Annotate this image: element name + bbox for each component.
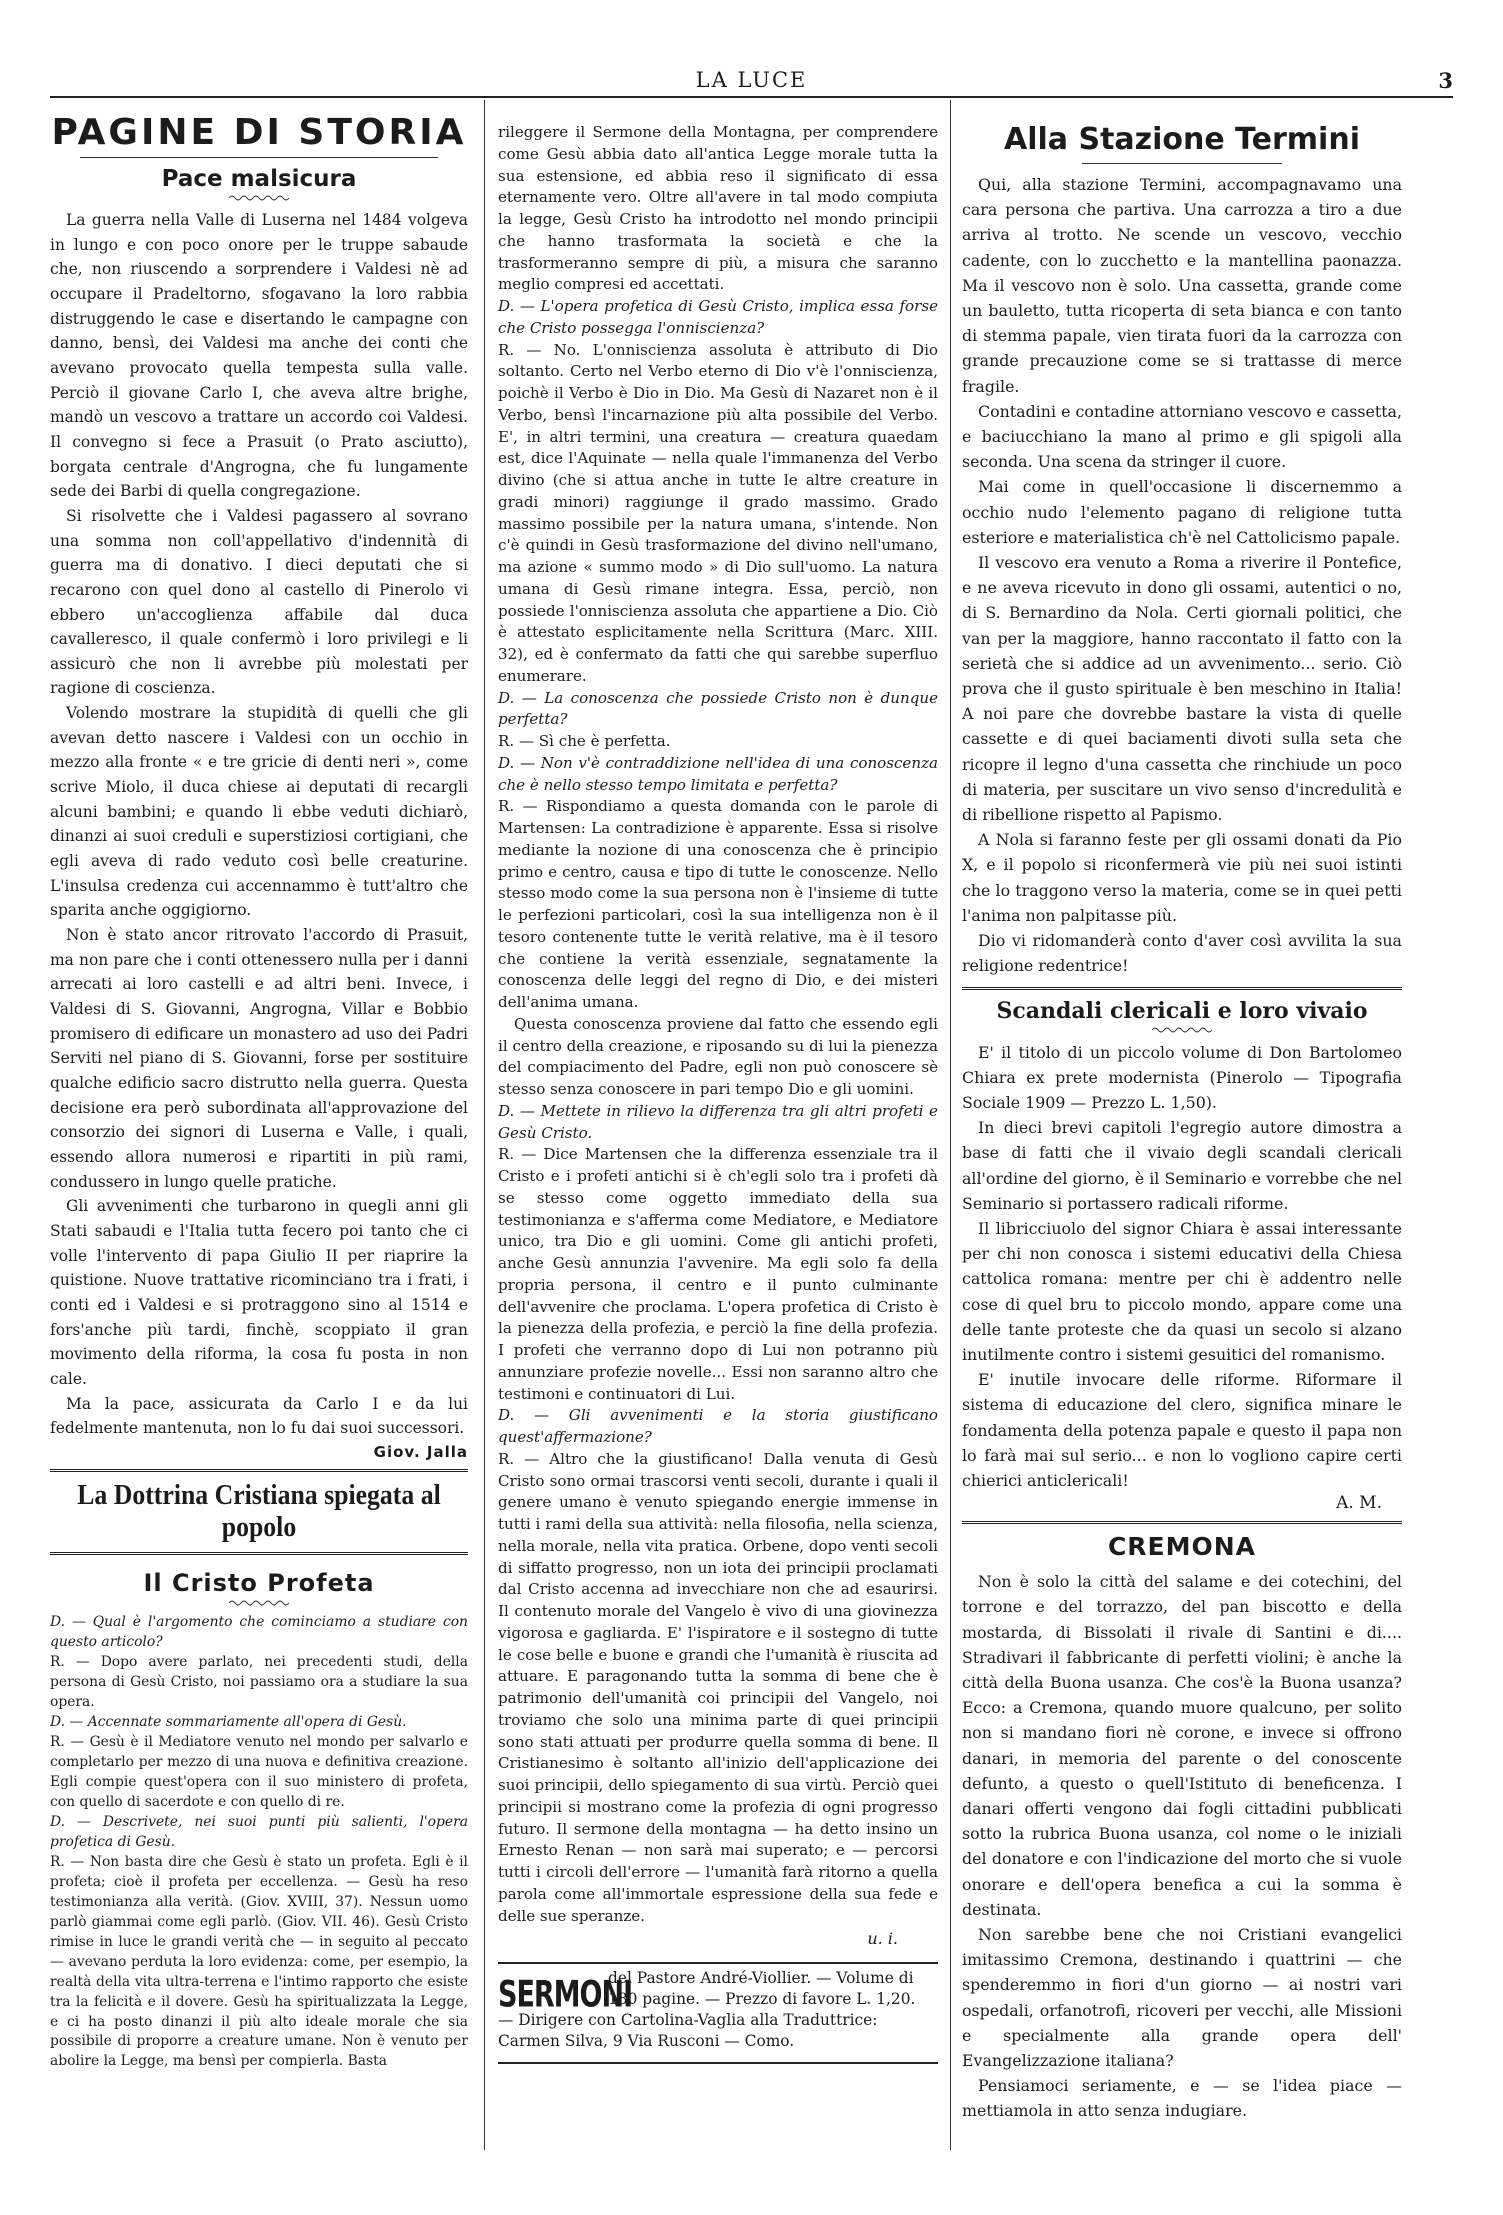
title-rule xyxy=(80,157,438,158)
paragraph: Dio vi ridomanderà conto d'aver così avvilita la sua religione redentrice! xyxy=(962,931,1402,976)
qa-item: D. — Accennate sommariamente all'opera di Gesù. xyxy=(50,1713,407,1730)
paragraph: Il vescovo era venuto a Roma a riverire il Pontefice, e ne aveva ricevuto in dono gli ossami, autentici o no, di S. Bernardino da Nola. Certi giornali politici, che van per la maggiore, hanno raccontato il fatto con la serietà che si addice ad un avvenimento... serio. Ciò prova che il gusto spirituale è ben meschino in Italia! A noi pare che dovrebbe bastare la vista di quelle cassette e di quei baciamenti divoti sulla seta che ricopre il legno d'una cassetta che rinchiude un poco di materia, per suscitare un vivo senso d'incredulità e di ribellione rispetto al Papismo. xyxy=(962,553,1402,825)
qa-item: D. — La conoscenza che possiede Cristo non è dunque perfetta? xyxy=(498,688,938,729)
section-title-dottrina: La Dottrina Cristiana spiegata al popolo xyxy=(77,1479,441,1543)
paragraph: rileggere il Sermone della Montagna, per comprendere come Gesù abbia dato all'antica Legge morale tutta la sua estensione, ed abbia reso il significato di essa eternamente vero. Oltre all'avere in tal modo compiuta la legge, Gesù Cristo ha introdotto nel mondo principii che hanno trasformata la società e che la trasformeranno sempre di più, a misura che saranno meglio compresi ed accettati. xyxy=(498,123,938,294)
section-rule xyxy=(50,1469,468,1472)
paragraph: In dieci brevi capitoli l'egregio autore dimostra a base di fatti che il vivaio degli scandali clericali all'ordine del giorno, è il Seminario e vorrebbe che nel Seminario si portassero radicali riforme. xyxy=(962,1118,1402,1213)
qa-item: D. — Non v'è contraddizione nell'idea di una conoscenza che è nello stesso tempo limitata e perfetta? xyxy=(498,753,938,794)
author-signature: Giov. Jalla xyxy=(373,1442,468,1461)
paragraph: La guerra nella Valle di Luserna nel 1484 volgeva in lungo e con poco onore per le truppe sabaude che, non riuscendo a sorprendere i Valdesi nè ad occupare il Pradeltorno, sfogavano la loro rabbia distruggendo le case e disertando le campagne con danno, bensì, dei Valdesi ma anche dei conti che avevano provocato quella tempesta sulla valle. Perciò il giovane Carlo I, che aveva altre brighe, mandò un vescovo a trattare un accordo coi Valdesi. Il convegno si fece a Prasuit (o Prato asciutto), borgata centrale d'Angrogna, che fu lungamente sede dei Barbi di quella congregazione. xyxy=(50,211,468,501)
qa-item: R. — No. L'onniscienza assoluta è attributo di Dio soltanto. Certo nel Verbo eterno di Dio v'è l'onniscienza, poichè il Verbo è Dio in Dio. Ma Gesù di Nazaret non è il Verbo, bensì l'incarnazione più alta possibile del Verbo. E', in altri termini, una creatura — creatura quaedam est, dice l'Aquinate — nella quale l'immanenza del Verbo divino (che si attua anche in tutte le altre creature in gradi minori) raggiunge il grado massimo. Grado massimo possibile per la natura umana, s'intende. Non c'è quindi in Gesù trasformazione del divino nell'umano, ma azione « summo modo » di Dio sull'uomo. La natura umana di Gesù rimane integra. Essa, perciò, non possiede l'onniscienza assoluta che appartiene a Dio. Ciò è attestato esplicitamente nella Scrittura (Marc. XIII. 32), ed è confermato da fatti che qui sarebbe superfluo enumerare. xyxy=(498,340,938,685)
paragraph: Si risolvette che i Valdesi pagassero al sovrano una somma non coll'appellativo d'indennità di guerra ma di donativo. I dieci deputati che si recarono con quel dono al castello di Pinerolo vi ebbero un'accoglienza affabile dal duca cavalleresco, il quale confermò i loro privilegi e li assicurò che non li avrebbe più molestati per ragione di coscienza. xyxy=(50,506,468,698)
qa-item: R. — Dice Martensen che la differenza essenziale tra il Cristo e i profeti antichi si è ch'egli solo tra i profeti dà se stesso come oggetto immediato della sua testimonianza e s'afferma come Mediatore, e Mediatore unico, tra Dio e gli uomini. Come gli antichi profeti, anche Gesù annunzia l'avvenire. Ma egli solo fa della propria persona, il centro e il punto culminante dell'avvenire che proclama. L'opera profetica di Cristo è la pienezza della profezia, e perciò la fine della profezia. I profeti che verranno dopo di Lui non potranno più annunziare profezie novelle... Essi non saranno altro che testimoni e continuatori di Lui. xyxy=(498,1145,938,1403)
column-left xyxy=(50,106,468,2180)
section-rule xyxy=(962,987,1402,990)
article-title-cristo-profeta: Il Cristo Profeta xyxy=(143,1568,375,1597)
paragraph: Mai come in quell'occasione li discernemmo a occhio nudo l'elemento pagano di religione tutta esteriore e materialistica ch'è nel Cattolicismo papale. xyxy=(962,477,1402,547)
qa-item: D. — Mettete in rilievo la differenza tra gli altri profeti e Gesù Cristo. xyxy=(498,1101,938,1142)
article-title-cremona: CREMONA xyxy=(1107,1532,1257,1562)
paragraph: Qui, alla stazione Termini, accompagnavamo una cara persona che partiva. Una carrozza a tiro a due arriva al trotto. Ne scende un vescovo, vecchio cadente, con lo zucchetto e la mantellina paonazza. Ma il vescovo non è solo. Una cassetta, grande come un bauletto, tutta ricoperta di seta bianca e con tanto di stemma papale, vien tirata fuori da la carrozza con grande precauzione come se si trattasse di merce fragile. xyxy=(962,175,1402,396)
paragraph: Pensiamoci seriamente, e — se l'idea piace — mettiamola in atto senza indugiare. xyxy=(962,2076,1402,2121)
qa-item: D. — L'opera profetica di Gesù Cristo, implica essa forse che Cristo possegga l'onniscienza? xyxy=(498,297,938,337)
paragraph: A Nola si faranno feste per gli ossami donati da Pio X, e il popolo si riconfermerà vie più nei suoi istinti che lo traggono verso la materia, come se in quei petti l'anima non palpitasse più. xyxy=(962,830,1402,925)
qa-item: R. — Dopo avere parlato, nei precedenti studi, della persona di Gesù Cristo, noi passiamo ora a studiare la sua opera. xyxy=(50,1653,468,1710)
squiggle-ornament xyxy=(229,194,289,202)
paragraph: Non è stato ancor ritrovato l'accordo di Prasuit, ma non pare che i conti ottenessero nulla per i danni arrecati ai loro castelli e ad altri beni. Invece, i Valdesi di S. Giovanni, Angrogna, Villar e Bobbio promisero di edificare un monastero ad uso dei Padri Serviti nel piano di S. Giovanni, forse per sostituire qualche edificio sacro distrutto nella guerra. Questa decisione era però subordinata all'approvazione del consorzio dei signori di Luserna e Valle, i quali, essendo allora numerosi e ripartiti in più rami, condussero in lungo quelle pratiche. xyxy=(50,926,468,1191)
ad-line-1: del Pastore André-Viollier. — Volume di 180 pagine. — Prezzo di favore L. 1,20. xyxy=(608,1969,916,2008)
section-title-pagine-di-storia: PAGINE DI STORIA xyxy=(51,112,467,153)
qa-item: R. — Altro che la giustificano! Dalla venuta di Gesù Cristo sono ormai trascorsi venti secoli, durante i quali il genere umano è venuto spiegando energie immense in tutti i rami della sua attività: nella filosofia, nella scienza, nella morale, nella vita pratica. Orbene, dopo venti secoli di siffatto progresso, non un iota dei principii proclamati dal Cristo accenna ad invecchiare non che ad esaurirsi. Il contenuto morale del Vangelo è vivo di una giovinezza vigorosa e gagliarda. E' l'ispiratore e il sostegno di tutte le cose belle e buone e grandi che l'umanità è riuscita ad attuare. E paragonando tutta la somma di bene che è patrimonio dell'umanità coi principii del Vangelo, noi troviamo che solo una minima parte di quei principii sono stati attuati per produrre quella somma di bene. Il Cristianesimo è soltanto all'inizio dell'applicazione dei suoi principii, dello spiegamento di sua virtù. Perciò quei principii si mostrano come la profezia di ogni progresso futuro. Il sermone della montagna — ha detto insino un Ernesto Renan — non sarà mai superato; e — percorsi tutti i circoli dell'errore — l'umanità farà ritorno a quella parola come all'immortale espressione della sua fede e delle sue speranze. xyxy=(498,1449,938,1925)
page-header xyxy=(50,66,1453,96)
column-right xyxy=(962,106,1402,2180)
column-divider-1 xyxy=(484,100,485,2150)
column-middle xyxy=(498,122,938,2180)
paragraph: Volendo mostrare la stupidità di quelli che gli avevan detto nascere i Valdesi con un occhio in mezzo alla fronte « e tre gricie di denti neri », come scrive Miolo, il duca chiese ai deputati di recargli alcuni bambini; e quando li ebbe veduti dichiarò, dinanzi ai suoi creduli e superstiziosi cortigiani, che egli aveva di rado veduto così belle creaturine. L'insulsa credenza cui accennammo è tutt'altro che sparita anche oggigiorno. xyxy=(50,704,468,920)
article-title-scandali-clericali: Scandali clericali e loro vivaio xyxy=(996,997,1368,1024)
paragraph: Non sarebbe bene che noi Cristiani evangelici imitassimo Cremona, destinando i quattrini — che spenderemmo in fiori d'un giorno — ai nostri vari ospedali, orfanotrofi, ricoveri per vecchi, alle Missioni e specialmente alla grande opera dell' Evangelizzazione italiana? xyxy=(962,1925,1402,2071)
squiggle-ornament xyxy=(229,1599,289,1607)
author-signature: A. M. xyxy=(1336,1493,1382,1514)
ad-title: SERMONI xyxy=(498,1974,633,2017)
squiggle-ornament xyxy=(1152,1026,1212,1034)
article-title-stazione-termini: Alla Stazione Termini xyxy=(1004,122,1360,157)
header-rule xyxy=(50,96,1453,98)
paragraph: Questa conoscenza proviene dal fatto che essendo egli il centro della creazione, e riposando su di lui la pienezza del compiacimento del Padre, egli non può conoscere sè stesso senza conoscere in pari tempo Dio e gli uomini. xyxy=(498,1014,938,1098)
section-rule xyxy=(50,1552,468,1555)
section-rule xyxy=(962,1521,1402,1524)
author-signature: u. i. xyxy=(867,1929,898,1949)
qa-item: D. — Gli avvenimenti e la storia giustificano quest'affermazione? xyxy=(498,1406,938,1446)
title-rule xyxy=(1082,163,1282,164)
paragraph: E' il titolo di un piccolo volume di Don Bartolomeo Chiara ex prete modernista (Pinerolo — Tipografia Sociale 1909 — Prezzo L. 1,50). xyxy=(962,1042,1402,1112)
paragraph: Il libricciuolo del signor Chiara è assai interessante per chi non conosca i sistemi educativi della Chiesa cattolica romana: mentre per chi è addentro nelle cose di quel bru to piccolo mondo, appare come una delle tante proteste che da quasi un secolo si alzano inutilmente contro i sistemi gesuitici del romanismo. xyxy=(962,1218,1402,1364)
sermoni-advertisement xyxy=(498,1962,938,2064)
qa-item: R. — Non basta dire che Gesù è stato un profeta. Egli è il profeta; cioè il profeta per eccellenza. — Gesù ha reso testimonianza alla verità. (Giov. XVIII, 37). Nessun uomo parlò giammai come egli parlò. (Giov. VII. 46). Gesù Cristo rimise in luce le grandi verità che — in seguito al peccato — avevano perduta la loro evidenza: come, per esempio, la realtà della vita ultra-terrena e l'intimo rapporto che esiste tra la felicità e il dovere. Gesù ha spiritualizzata la Legge, e ci ha posto dinanzi il più alto ideale morale che sia possibile di proporre a creature umane. Non è venuto per abolire la Legge, ma bensì per compierla. Basta xyxy=(50,1853,468,2070)
qa-item: R. — Sì che è perfetta. xyxy=(498,732,671,750)
article-title-pace-malsicura: Pace malsicura xyxy=(161,166,357,192)
paragraph: Non è solo la città del salame e dei cotechini, del torrone e del torrazzo, del pan biscotto e della mostarda, di Bissolati il rivale di Santini e di.... Stradivari il fabbricante di perfetti violini; è anche la città della Buona usanza. Che cos'è la Buona usanza? Ecco: a Cremona, quando muore qualcuno, per solito non si mandano fiori nè corone, e invece si offrono danari, in memoria del parente o del conoscente defunto, a questo o quell'Istituto di beneficenza. I danari offerti vengono dai fogli cittadini pubblicati sotto la rubrica Buona usanza, col nome o le iniziali del donatore e con l'indicazione del morto che si vuole onorare e dell'opera benefica a cui la somma è destinata. xyxy=(962,1572,1402,1919)
qa-item: D. — Qual è l'argomento che cominciamo a studiare con questo articolo? xyxy=(50,1613,468,1650)
ad-line-2: — Dirigere con Cartolina-Vaglia alla Traduttrice: Carmen Silva, 9 Via Rusconi — Como. xyxy=(498,2011,878,2050)
qa-item: R. — Gesù è il Mediatore venuto nel mondo per salvarlo e completarlo per mezzo di una nuova e definitiva creazione. Egli compie quest'opera con il suo ministero di profeta, con quello di sacerdote e con quello di re. xyxy=(50,1733,468,1810)
qa-item: R. — Rispondiamo a questa domanda con le parole di Martensen: La contradizione è apparente. Essa si risolve mediante la nozione di una conoscenza che è principio primo e centro, causa e tipo di tutte le conoscenze. Nello stesso modo come la sua persona non è l'insieme di tutte le perfezioni particolari, così la sua intelligenza non è il tesoro contenente tutte le verità relative, ma è il tesoro che contiene la verità essenziale, segnatamente la conoscenza delle leggi del regno di Dio, e dei misteri dell'anima umana. xyxy=(498,797,938,1011)
newspaper-title: LA LUCE xyxy=(695,68,808,92)
page-number: 3 xyxy=(1438,68,1453,93)
qa-item: D. — Descrivete, nei suoi punti più salienti, l'opera profetica di Gesù. xyxy=(50,1813,468,1850)
column-divider-2 xyxy=(950,100,951,2150)
paragraph: Ma la pace, assicurata da Carlo I e da lui fedelmente mantenuta, non lo fu dai suoi successori. xyxy=(50,1394,468,1438)
paragraph: E' inutile invocare delle riforme. Riformare il sistema di educazione del clero, significa minare le fondamenta della potenza papale e questo il papa non lo farà mai sul serio... e non lo vogliono capire certi chierici anticlericali! xyxy=(962,1370,1402,1490)
paragraph: Contadini e contadine attorniano vescovo e cassetta, e baciucchiano la mano al primo e gli spigoli alla seconda. Una scena da stringer il cuore. xyxy=(962,401,1402,472)
paragraph: Gli avvenimenti che turbarono in quegli anni gli Stati sabaudi e l'Italia tutta fecero poi tanto che ci volle l'intervento di papa Giulio II per riaprire la quistione. Nuove trattative ricominciano tra i frati, i conti ed i Valdesi e si protraggono sino al 1514 e fors'anche più tardi, finchè, scoppiato il gran movimento della riforma, la cosa fu posta in non cale. xyxy=(50,1197,468,1388)
